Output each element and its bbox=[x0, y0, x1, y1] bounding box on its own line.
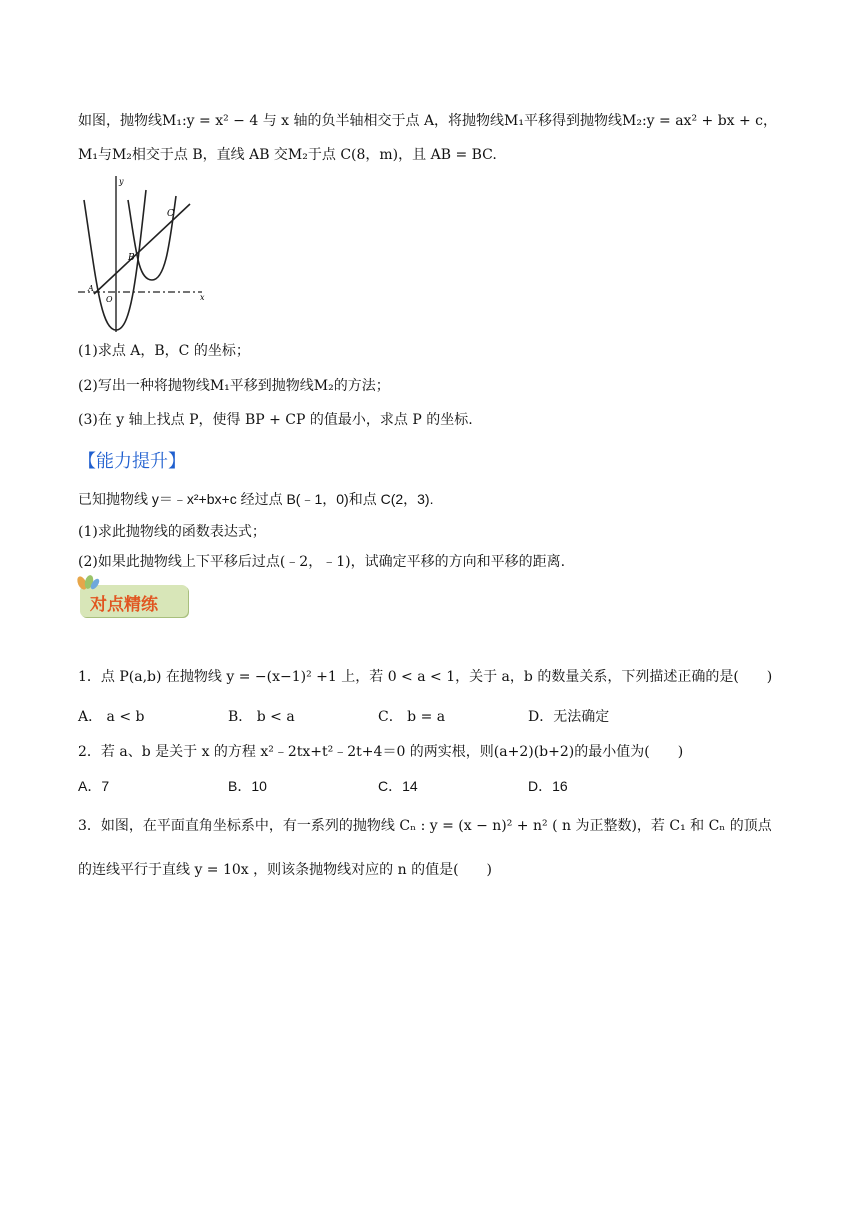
exercise-1: 1．点 P(a,b) 在抛物线 y = −(x−1)² +1 上，若 0 < a < 1，关于 a，b 的数量关系，下列描述正确的是( ) bbox=[78, 669, 773, 685]
exercise-2-option-a: A．7 bbox=[78, 778, 110, 794]
exercise-3-line-1: 3．如图，在平面直角坐标系中，有一系列的抛物线 Cₙ : y = (x − n)² + n² ( n 为正整数)，若 C₁ 和 Cₙ 的顶点 bbox=[78, 818, 772, 834]
badge-label: 对点精练 bbox=[90, 595, 158, 615]
exercise-2-option-c: C．14 bbox=[378, 778, 418, 794]
exercise-1-option-b: B． b < a bbox=[228, 709, 295, 725]
line-abc bbox=[94, 204, 190, 294]
question-3: (3)在 y 轴上找点 P，使得 BP + CP 的值最小，求点 P 的坐标. bbox=[78, 412, 473, 428]
exercise-2-option-d: D．16 bbox=[528, 778, 568, 794]
exercise-1-option-a: A． a < b bbox=[78, 709, 145, 725]
practice-badge bbox=[80, 585, 188, 617]
exercise-1-option-c: C． b = a bbox=[378, 709, 446, 725]
label-b: B bbox=[128, 253, 135, 263]
exercise-3-line-2: 的连线平行于直线 y = 10x ，则该条抛物线对应的 n 的值是( ) bbox=[78, 862, 492, 878]
label-a: A bbox=[88, 284, 94, 293]
problem-intro-line-2: M₁与M₂相交于点 B，直线 AB 交M₂于点 C(8，m)，且 AB = BC. bbox=[78, 147, 497, 163]
parabola-figure bbox=[76, 170, 216, 335]
label-o: O bbox=[106, 295, 113, 304]
improve-question-1: (1)求此抛物线的函数表达式； bbox=[78, 524, 266, 540]
parabola-m1 bbox=[84, 190, 146, 330]
label-x: x bbox=[200, 293, 205, 302]
problem-intro-line-1: 如图，抛物线M₁:y = x² − 4 与 x 轴的负半轴相交于点 A，将抛物线M₁平移得到抛物线M₂:y = ax² + bx + c， bbox=[78, 113, 778, 129]
section-title: 【能力提升】 bbox=[78, 451, 186, 472]
question-1: (1)求点 A，B，C 的坐标； bbox=[78, 343, 250, 359]
exercise-2: 2．若 a、b 是关于 x 的方程 x²﹣2tx+t²﹣2t+4＝0 的两实根，则(a+2)(b+2)的最小值为( ) bbox=[78, 744, 684, 760]
exercise-2-option-b: B．10 bbox=[228, 778, 267, 794]
improve-intro: 已知抛物线 y＝﹣x²+bx+c 经过点 B(﹣1，0)和点 C(2，3). bbox=[78, 491, 434, 507]
improve-question-2: (2)如果此抛物线上下平移后过点(﹣2，﹣1)，试确定平移的方向和平移的距离. bbox=[78, 554, 566, 570]
exercise-1-option-d: D．无法确定 bbox=[528, 709, 610, 725]
label-c: C bbox=[167, 209, 174, 219]
question-2: (2)写出一种将抛物线M₁平移到抛物线M₂的方法； bbox=[78, 378, 390, 394]
label-y: y bbox=[119, 177, 124, 186]
